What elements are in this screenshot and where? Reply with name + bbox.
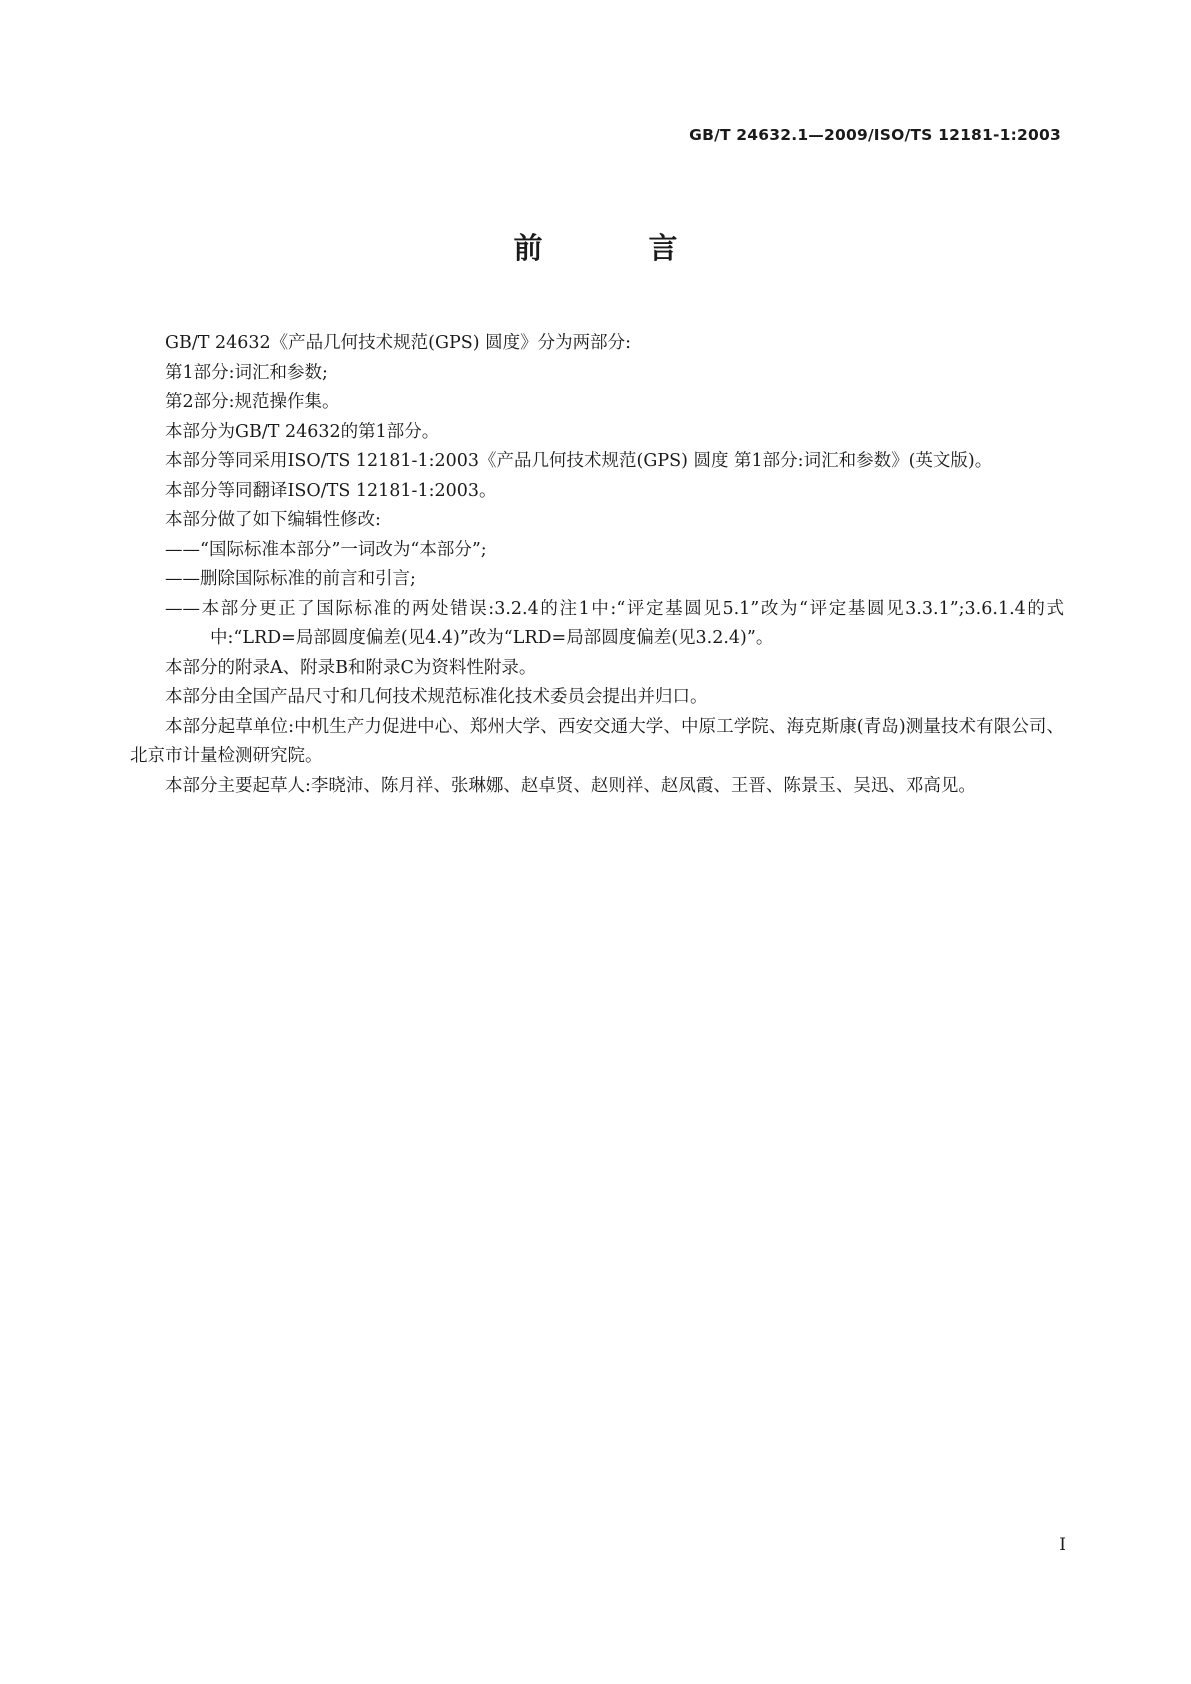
paragraph-annexes: 本部分的附录A、附录B和附录C为资料性附录。 <box>165 657 537 678</box>
document-body <box>130 329 1064 801</box>
paragraph-drafters: 本部分主要起草人:李晓沛、陈月祥、张琳娜、赵卓贤、赵则祥、赵凤霞、王晋、陈景玉、吴迅、邓高见。 <box>165 775 976 796</box>
modification-item: ——本部分更正了国际标准的两处错误:3.2.4的注1中:“评定基圆见5.1”改为“评定基圆见3.3.1”;3.6.1.4的式中:“LRD=局部圆度偏差(见4.4)”改为“LRD=局部圆度偏差(见3.2.4)”。 <box>165 598 1064 648</box>
paragraph-translation: 本部分等同翻译ISO/TS 12181-1:2003。 <box>165 480 497 501</box>
paragraph-proposer: 本部分由全国产品尺寸和几何技术规范标准化技术委员会提出并归口。 <box>165 687 708 707</box>
standard-code: GB/T 24632.1—2009/ISO/TS 12181-1:2003 <box>689 126 1061 144</box>
paragraph-drafting-units: 本部分起草单位:中机生产力促进中心、郑州大学、西安交通大学、中原工学院、海克斯康(青岛)测量技术有限公司、北京市计量检测研究院。 <box>130 716 1064 766</box>
paragraph-intro: GB/T 24632《产品几何技术规范(GPS) 圆度》分为两部分: <box>165 333 631 353</box>
page-title: 前 言 <box>513 231 726 265</box>
modification-item: ——删除国际标准的前言和引言; <box>165 569 416 589</box>
modification-item: ——“国际标准本部分”一词改为“本部分”; <box>165 539 487 560</box>
page-number: I <box>1059 1535 1066 1555</box>
paragraph-part1: 第1部分:词汇和参数; <box>165 362 328 383</box>
paragraph-adoption: 本部分等同采用ISO/TS 12181-1:2003《产品几何技术规范(GPS) 圆度 第1部分:词汇和参数》(英文版)。 <box>165 451 993 471</box>
paragraph-scope: 本部分为GB/T 24632的第1部分。 <box>165 421 440 442</box>
paragraph-part2: 第2部分:规范操作集。 <box>165 392 340 412</box>
paragraph-modifications-intro: 本部分做了如下编辑性修改: <box>165 510 381 530</box>
